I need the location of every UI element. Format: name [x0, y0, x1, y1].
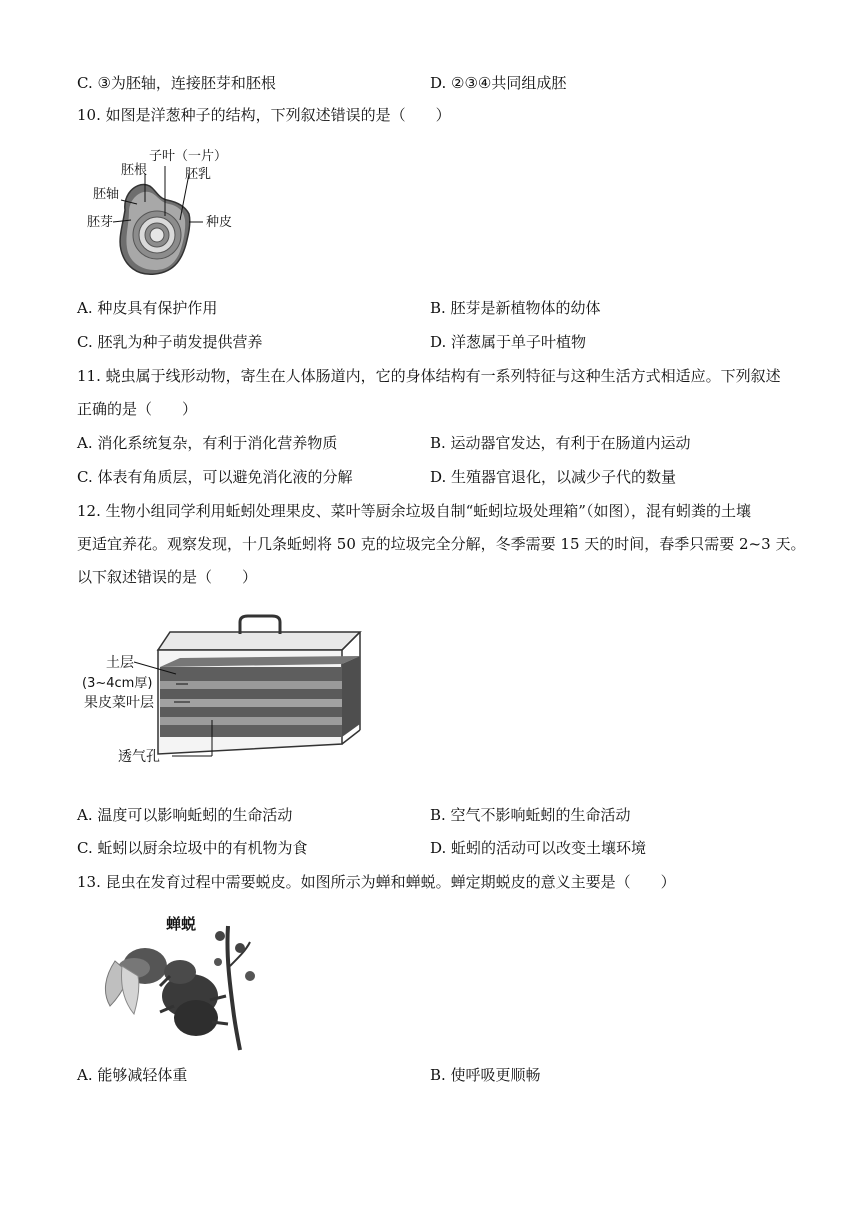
q12-option-b: B. 空气不影响蚯蚓的生命活动 — [430, 806, 631, 824]
q10-stem: 10. 如图是洋葱种子的结构，下列叙述错误的是（ ） — [77, 106, 451, 124]
q11-option-a: A. 消化系统复杂，有利于消化营养物质 — [77, 434, 338, 452]
q9-option-c: C. ③为胚轴，连接胚芽和胚根 — [77, 74, 276, 92]
q9-option-d: D. ②③④共同组成胚 — [430, 74, 567, 92]
q10-option-d: D. 洋葱属于单子叶植物 — [430, 333, 587, 351]
label-plumule: 胚芽 — [87, 215, 114, 230]
label-endosperm: 胚乳 — [185, 167, 212, 182]
q13-option-a: A. 能够减轻体重 — [77, 1066, 188, 1084]
q11-option-c: C. 体表有角质层，可以避免消化液的分解 — [77, 468, 353, 486]
label-thickness: (3~4cm厚) — [82, 676, 153, 691]
label-cotyledon: 子叶（一片） — [149, 149, 228, 164]
q11-stem-line2: 正确的是（ ） — [77, 400, 198, 418]
q11-option-b: B. 运动器官发达，有利于在肠道内运动 — [430, 434, 691, 452]
q10-option-c: C. 胚乳为种子萌发提供营养 — [77, 333, 263, 351]
label-radicle: 胚根 — [121, 163, 148, 178]
label-peel-layer: 果皮菜叶层 — [84, 695, 154, 711]
q12-option-a: A. 温度可以影响蚯蚓的生命活动 — [77, 806, 293, 824]
q12-option-c: C. 蚯蚓以厨余垃圾中的有机物为食 — [77, 839, 308, 857]
q10-option-a: A. 种皮具有保护作用 — [77, 299, 218, 317]
q12-option-d: D. 蚯蚓的活动可以改变土壤环境 — [430, 839, 647, 857]
label-air-hole: 透气孔 — [118, 749, 160, 765]
cicada-molt-figure — [100, 906, 260, 1056]
label-cicada-molt: 蝉蜕 — [166, 915, 197, 933]
q12-stem-line2: 更适宜养花。观察发现，十几条蚯蚓将 50 克的垃圾完全分解，冬季需要 15 天的时间，春季只需要 2~3 天。 — [77, 535, 806, 553]
q12-stem-line1: 12. 生物小组同学利用蚯蚓处理果皮、菜叶等厨余垃圾自制“蚯蚓垃圾处理箱”（如图），混有蚓粪的土壤 — [77, 502, 751, 520]
q13-stem: 13. 昆虫在发育过程中需要蜕皮。如图所示为蝉和蝉蜕。蝉定期蜕皮的意义主要是（ ） — [77, 873, 676, 891]
q11-option-d: D. 生殖器官退化，以减少子代的数量 — [430, 468, 677, 486]
label-seed-coat: 种皮 — [206, 215, 233, 230]
earthworm-box-figure — [80, 612, 370, 777]
label-hypocotyl: 胚轴 — [93, 187, 120, 202]
q11-stem-line1: 11. 蛲虫属于线形动物，寄生在人体肠道内，它的身体结构有一系列特征与这种生活方式相适应。下列叙述 — [77, 367, 781, 385]
onion-seed-figure — [85, 140, 255, 285]
label-soil-layer: 土层 — [106, 655, 134, 671]
q12-stem-line3: 以下叙述错误的是（ ） — [77, 568, 258, 586]
q13-option-b: B. 使呼吸更顺畅 — [430, 1066, 541, 1084]
q10-option-b: B. 胚芽是新植物体的幼体 — [430, 299, 601, 317]
